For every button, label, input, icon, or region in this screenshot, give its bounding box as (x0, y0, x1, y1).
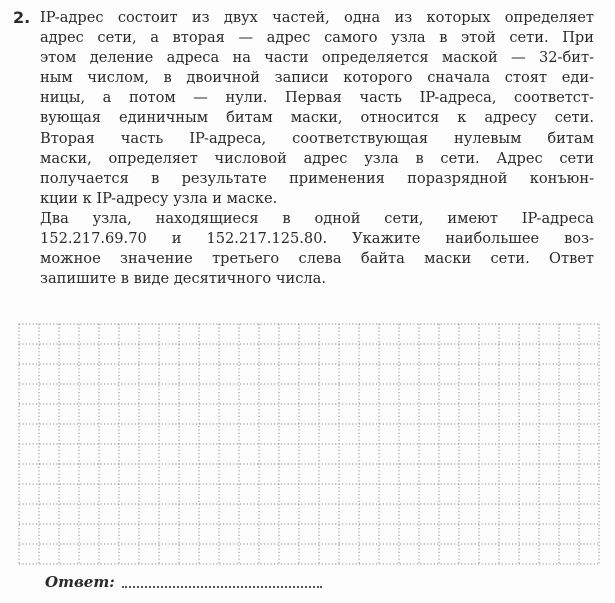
text-line: можное значение третьего слева байта маски сети. Ответ (40, 250, 594, 268)
text-line: этом деление адреса на части определяется маской — 32-бит- (40, 49, 594, 67)
text-line: IP-адрес состоит из двух частей, одна из которых определяет (40, 9, 594, 26)
text-line: запишите в виде десятичного числа. (40, 270, 327, 288)
answer-field[interactable] (122, 586, 322, 588)
text-line: вующая единичным битам маски, относится к адресу сети. (40, 109, 594, 127)
text-line: маски, определяет числовой адрес узла в сети. Адрес сети (40, 149, 594, 167)
task-number: 2. (13, 8, 31, 27)
dotted-answer-grid (18, 323, 600, 567)
text-line: Два узла, находящиеся в одной сети, имеют IP-адреса (40, 209, 594, 227)
text-line: ным числом, в двоичной записи которого сначала стоят еди- (40, 69, 594, 87)
text-line: кции к IP-адресу узла и маске. (40, 189, 278, 207)
task-text (40, 8, 594, 289)
text-line: адрес сети, а вторая — адрес самого узла в этой сети. При (40, 29, 594, 47)
text-line: ницы, а потом — нули. Первая часть IP-адреса, соответст- (40, 89, 594, 107)
text-line: получается в результате применения поразрядной конъюн- (40, 169, 594, 187)
answer-label: Ответ: (45, 573, 115, 591)
text-line: Вторая часть IP-адреса, соответствующая нулевым битам (40, 129, 594, 147)
text-line: 152.217.69.70 и 152.217.125.80. Укажите наибольшее воз- (40, 230, 594, 248)
